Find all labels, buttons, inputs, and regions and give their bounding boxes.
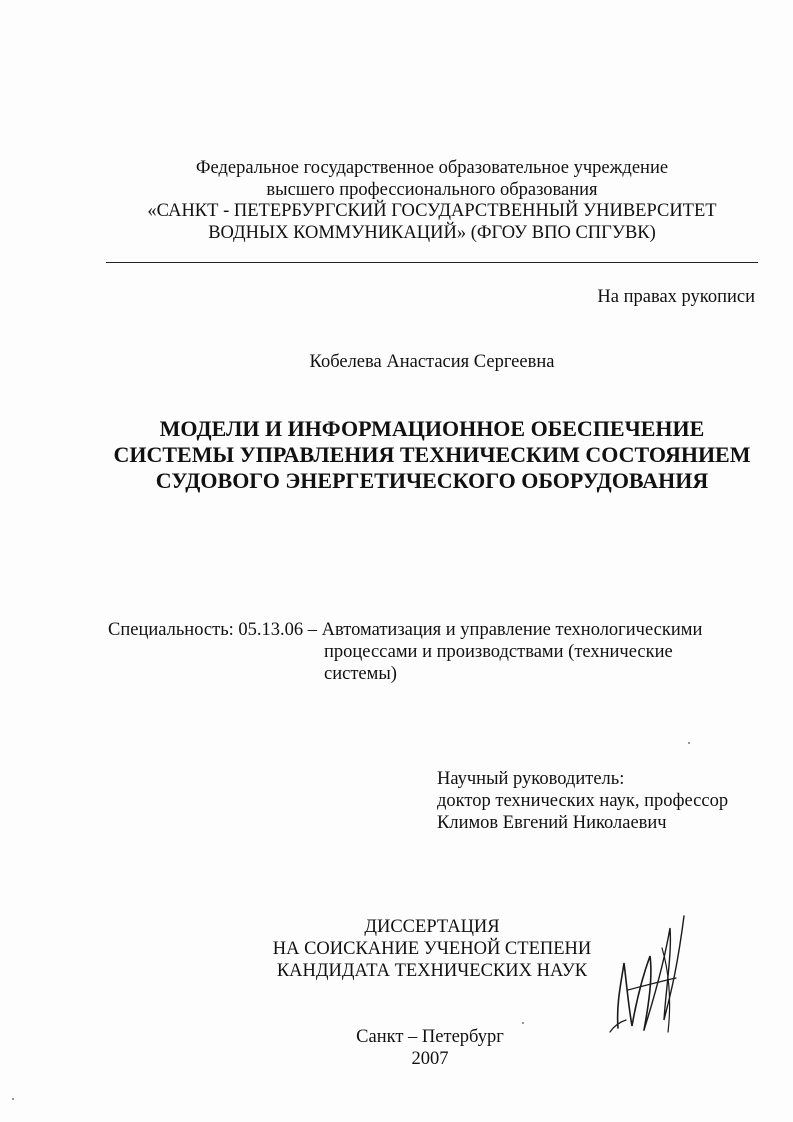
thesis-line: НА СОИСКАНИЕ УЧЕНОЙ СТЕПЕНИ bbox=[272, 939, 592, 959]
advisor-line: доктор технических наук, профессор bbox=[437, 791, 729, 811]
advisor-line: Климов Евгений Николаевич bbox=[437, 813, 667, 833]
org-line: высшего профессионального образования bbox=[266, 179, 598, 200]
author-name: Кобелева Анастасия Сергеевна bbox=[309, 352, 555, 372]
specialty-line: системы) bbox=[324, 664, 397, 684]
specialty bbox=[108, 619, 702, 685]
rights-note: На правах рукописи bbox=[597, 287, 755, 307]
scan-speck bbox=[12, 1098, 14, 1100]
org-line: Федеральное государственное образовательное учреждение bbox=[195, 158, 669, 178]
thesis-line: КАНДИДАТА ТЕХНИЧЕСКИХ НАУК bbox=[276, 961, 588, 981]
specialty-line: Специальность: 05.13.06 – Автоматизация и управление технологическими bbox=[108, 620, 703, 640]
org-line: ВОДНЫХ КОММУНИКАЦИЙ» (ФГОУ ВПО СПГУВК) bbox=[208, 222, 656, 243]
org-line: «САНКТ - ПЕТЕРБУРГСКИЙ ГОСУДАРСТВЕННЫЙ УНИВЕРСИТЕТ bbox=[147, 201, 717, 221]
handwritten-signature bbox=[598, 908, 698, 1048]
specialty-line: процессами и производствами (технические bbox=[324, 642, 673, 662]
place: Санкт – Петербург bbox=[356, 1027, 504, 1047]
thesis-title bbox=[90, 416, 774, 494]
scientific-advisor bbox=[437, 768, 728, 834]
title-line: СИСТЕМЫ УПРАВЛЕНИЯ ТЕХНИЧЕСКИМ СОСТОЯНИЕМ bbox=[113, 442, 751, 467]
thesis-type bbox=[200, 916, 664, 982]
title-line: СУДОВОГО ЭНЕРГЕТИЧЕСКОГО ОБОРУДОВАНИЯ bbox=[155, 468, 709, 493]
thesis-line: ДИССЕРТАЦИЯ bbox=[364, 917, 500, 937]
title-line: МОДЕЛИ И ИНФОРМАЦИОННОЕ ОБЕСПЕЧЕНИЕ bbox=[159, 416, 705, 441]
header-divider bbox=[106, 262, 758, 263]
advisor-line: Научный руководитель: bbox=[437, 769, 625, 789]
organization-header bbox=[100, 158, 764, 244]
scan-speck bbox=[522, 1022, 524, 1024]
scan-speck bbox=[688, 742, 690, 744]
publication-place-year bbox=[280, 1026, 580, 1070]
year: 2007 bbox=[411, 1049, 449, 1069]
